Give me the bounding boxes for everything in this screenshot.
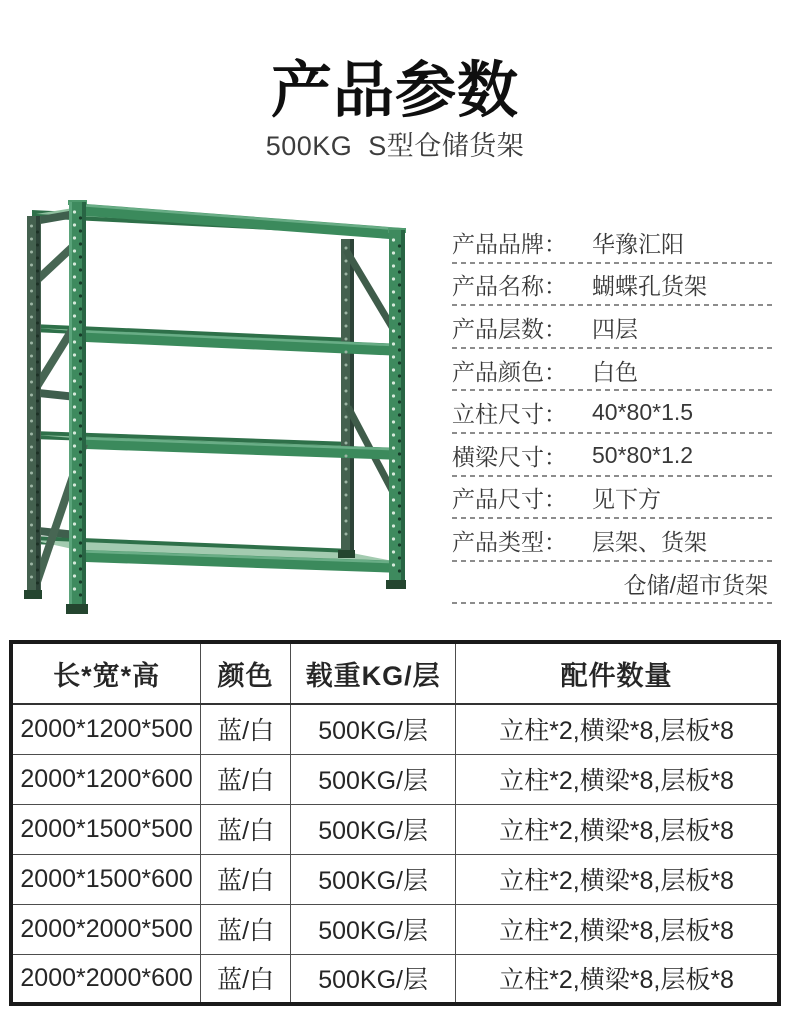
page-title: 产品参数	[270, 56, 519, 124]
spec-value: 四层	[592, 315, 638, 342]
table-cell-dimensions: 2000*1200*500	[11, 704, 201, 754]
spec-value: 蝴蝶孔货架	[592, 273, 707, 300]
spec-value: 仓储/超市货架	[623, 571, 768, 598]
table-row	[11, 804, 779, 854]
spec-value: 50*80*1.2	[592, 441, 694, 468]
table-cell-color: 蓝/白	[201, 954, 291, 1004]
table-cell-color: 蓝/白	[201, 854, 291, 904]
table-cell-dimensions: 2000*1500*600	[11, 854, 201, 904]
table-row	[11, 904, 779, 954]
spec-label: 产品名称：	[452, 273, 567, 300]
table-cell-accessories: 立柱*2,横梁*8,层板*8	[456, 954, 779, 1004]
spec-row-product-size	[452, 477, 774, 520]
table-row	[11, 704, 779, 754]
table-cell-load: 500KG/层	[291, 704, 456, 754]
table-row	[11, 754, 779, 804]
table-cell-accessories: 立柱*2,横梁*8,层板*8	[456, 704, 779, 754]
table-cell-load: 500KG/层	[291, 754, 456, 804]
params-table	[9, 640, 781, 1006]
spec-row-name	[452, 264, 774, 307]
spec-label: 产品颜色：	[452, 358, 567, 385]
table-cell-color: 蓝/白	[201, 704, 291, 754]
table-cell-accessories: 立柱*2,横梁*8,层板*8	[456, 804, 779, 854]
table-cell-color: 蓝/白	[201, 904, 291, 954]
spec-row-post-size	[452, 391, 774, 434]
table-cell-dimensions: 2000*1500*500	[11, 804, 201, 854]
shelf-post-left	[68, 200, 87, 606]
spec-row-product-type	[452, 519, 774, 562]
spec-label: 产品尺寸：	[452, 486, 567, 513]
spec-value: 层架、货架	[592, 528, 707, 555]
shelf-post-back-right	[341, 239, 354, 552]
spec-label: 产品层数：	[452, 315, 567, 342]
spec-value: 40*80*1.5	[592, 399, 694, 426]
table-cell-color: 蓝/白	[201, 804, 291, 854]
spec-row-brand	[452, 221, 774, 264]
table-cell-dimensions: 2000*1200*600	[11, 754, 201, 804]
table-cell-load: 500KG/层	[291, 954, 456, 1004]
table-cell-dimensions: 2000*2000*600	[11, 954, 201, 1004]
table-cell-accessories: 立柱*2,横梁*8,层板*8	[456, 854, 779, 904]
shelf-post-front-left	[27, 216, 41, 592]
table-header-dimensions: 长*宽*高	[11, 642, 201, 704]
spec-label: 产品类型：	[452, 528, 567, 555]
spec-row-type-continuation	[452, 562, 774, 605]
page-subtitle: 500KG S型仓储货架	[265, 131, 525, 161]
table-row	[11, 854, 779, 904]
table-header-accessories: 配件数量	[456, 642, 779, 704]
shelf-rack-image	[2, 192, 444, 628]
table-cell-accessories: 立柱*2,横梁*8,层板*8	[456, 754, 779, 804]
table-cell-color: 蓝/白	[201, 754, 291, 804]
table-cell-load: 500KG/层	[291, 854, 456, 904]
table-header-load: 载重KG/层	[291, 642, 456, 704]
spec-value: 见下方	[592, 486, 661, 513]
table-header-color: 颜色	[201, 642, 291, 704]
spec-label: 立柱尺寸：	[452, 401, 567, 428]
spec-list	[452, 221, 774, 604]
spec-row-layers	[452, 306, 774, 349]
table-cell-load: 500KG/层	[291, 804, 456, 854]
table-cell-accessories: 立柱*2,横梁*8,层板*8	[456, 904, 779, 954]
spec-row-color	[452, 349, 774, 392]
table-row	[11, 954, 779, 1004]
spec-label: 横梁尺寸：	[452, 443, 567, 470]
spec-value: 华豫汇阳	[592, 230, 684, 257]
shelf-post-right	[388, 228, 406, 582]
table-cell-load: 500KG/层	[291, 904, 456, 954]
spec-label: 产品品牌：	[452, 230, 567, 257]
table-header-row	[11, 642, 779, 704]
table-cell-dimensions: 2000*2000*500	[11, 904, 201, 954]
spec-value: 白色	[592, 358, 638, 385]
spec-row-beam-size	[452, 434, 774, 477]
